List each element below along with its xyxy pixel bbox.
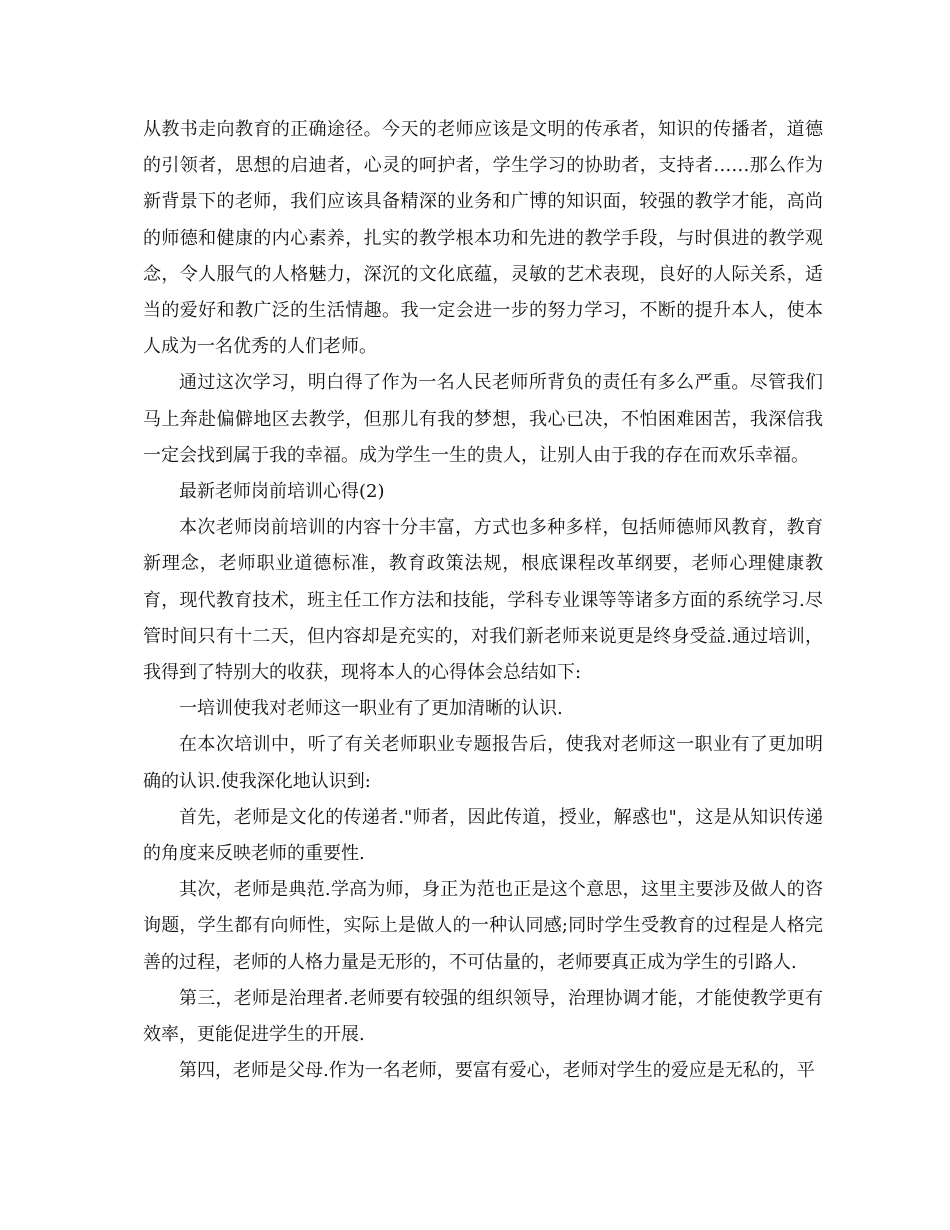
document-body [143,112,823,1089]
paragraph-second: 其次，老师是典范.学高为师，身正为范也正是这个意思，这里主要涉及做人的咨询题，学生都有向师性，实际上是做人的一种认同感;同时学生受教育的过程是人格完善的过程，老师的人格力量是无形的，不可估量的，老师要真正成为学生的引路人. [143,879,823,973]
section-heading: 最新老师岗前培训心得(2) [179,481,385,503]
paragraph-first: 首先，老师是文化的传递者."师者，因此传道，授业，解惑也"，这是从知识传递的角度来反映老师的重要性. [143,806,823,865]
paragraph-fourth: 第四，老师是父母.作为一名老师，要富有爱心，老师对学生的爱应是无私的，平 [179,1060,815,1082]
paragraph-responsibility: 通过这次学习，明白得了作为一名人民老师所背负的责任有多么严重。尽管我们马上奔赴偏僻地区去教学，但那儿有我的梦想，我心已决，不怕困难困苦，我深信我一定会找到属于我的幸福。成为学生一生的贵人，让别人由于我的存在而欢乐幸福。 [143,372,823,466]
paragraph-third: 第三，老师是治理者.老师要有较强的组织领导，治理协调才能，才能使教学更有效率，更能促进学生的开展. [143,987,823,1046]
paragraph-point-one: 一培训使我对老师这一职业有了更加清晰的认识. [179,698,563,720]
paragraph-training-overview: 本次老师岗前培训的内容十分丰富，方式也多种多样，包括师德师风教育，教育新理念，老师职业道德标准，教育政策法规，根底课程改革纲要，老师心理健康教育，现代教育技术，班主任工作方法和技能，学科专业课等等诸多方面的系统学习.尽管时间只有十二天，但内容却是充实的，对我们新老师来说更是终身受益.通过培训，我得到了特别大的收获，现将本人的心得体会总结如下: [143,517,823,684]
paragraph-understanding: 在本次培训中，听了有关老师职业专题报告后，使我对老师这一职业有了更加明确的认识.使我深化地认识到: [143,734,823,792]
paragraph-continued: 从教书走向教育的正确途径。今天的老师应该是文明的传承者，知识的传播者，道德的引领者，思想的启迪者，心灵的呵护者，学生学习的协助者，支持者……那么作为新背景下的老师，我们应该具备精深的业务和广博的知识面，较强的教学才能，高尚的师德和健康的内心素养，扎实的教学根本功和先进的教学手段，与时俱进的教学观念，令人服气的人格魅力，深沉的文化底蕴，灵敏的艺术表现，良好的人际关系，适当的爱好和教广泛的生活情趣。我一定会进一步的努力学习，不断的提升本人，使本人成为一名优秀的人们老师。 [143,119,823,358]
